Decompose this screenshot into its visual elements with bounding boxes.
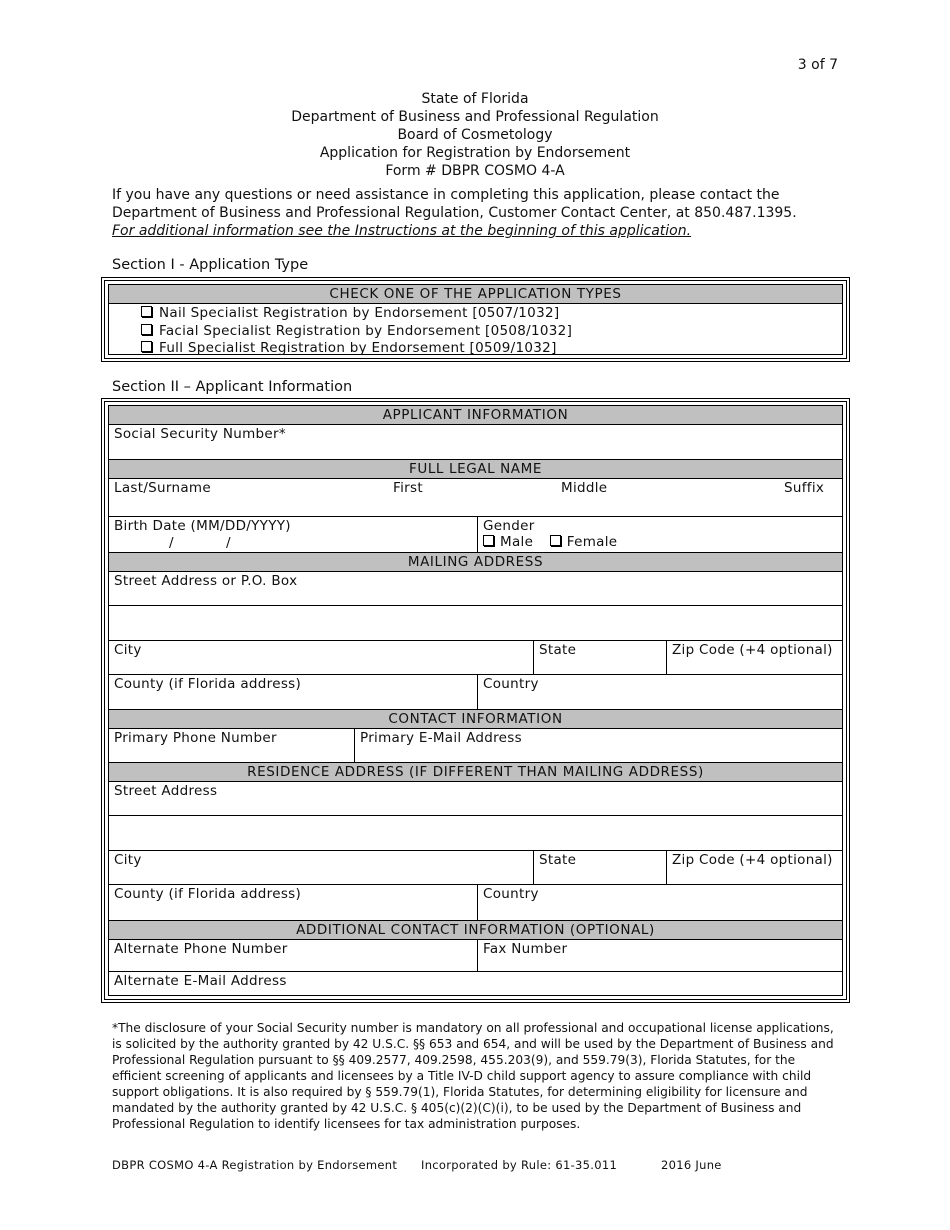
phone-label: Primary Phone Number xyxy=(114,730,277,746)
intro-text xyxy=(112,186,832,240)
mailing-country-field[interactable] xyxy=(477,675,842,709)
mailing-address-bar: MAILING ADDRESS xyxy=(109,553,842,572)
checkbox-icon[interactable] xyxy=(483,535,494,546)
full-name-field[interactable] xyxy=(109,479,842,516)
residence-city-field[interactable] xyxy=(109,851,533,884)
mailing-county-field[interactable] xyxy=(109,675,477,709)
mailing-street-row xyxy=(109,572,842,606)
residence-street-label: Street Address xyxy=(114,783,218,799)
checkbox-icon[interactable] xyxy=(141,324,152,335)
residence-county-row xyxy=(109,885,842,921)
name-row xyxy=(109,479,842,517)
intro-line-2: Department of Business and Professional Regulation, Customer Contact Center, at 850.487.1395. xyxy=(112,205,797,221)
fax-label: Fax Number xyxy=(483,941,568,957)
checkbox-icon[interactable] xyxy=(550,535,561,546)
residence-county-label: County (if Florida address) xyxy=(114,886,302,902)
alternate-phone-label: Alternate Phone Number xyxy=(114,941,288,957)
residence-street-row xyxy=(109,782,842,816)
birth-date-label: Birth Date (MM/DD/YYYY) xyxy=(114,518,291,534)
application-type-box xyxy=(101,277,850,362)
form-header xyxy=(0,90,950,180)
instructions-note: For additional information see the Instructions at the beginning of this application. xyxy=(112,223,692,239)
fax-number-field[interactable] xyxy=(477,940,842,971)
gender-field xyxy=(477,517,842,552)
application-type-bar: CHECK ONE OF THE APPLICATION TYPES xyxy=(109,285,842,304)
residence-country-field[interactable] xyxy=(477,885,842,920)
applicant-information-bar: APPLICANT INFORMATION xyxy=(109,406,842,425)
option-nail-specialist[interactable] xyxy=(109,305,842,323)
county-label: County (if Florida address) xyxy=(114,676,302,692)
birth-date-separator: / xyxy=(169,535,174,551)
mailing-street-line-2[interactable] xyxy=(109,606,842,641)
additional-contact-bar: ADDITIONAL CONTACT INFORMATION (OPTIONAL) xyxy=(109,921,842,940)
header-form-number: Form # DBPR COSMO 4-A xyxy=(385,163,565,179)
alternate-email-label: Alternate E-Mail Address xyxy=(114,973,287,989)
email-label: Primary E-Mail Address xyxy=(360,730,522,746)
residence-county-field[interactable] xyxy=(109,885,477,920)
ssn-label: Social Security Number* xyxy=(114,426,286,442)
alternate-phone-field[interactable] xyxy=(109,940,477,971)
residence-zip-field[interactable] xyxy=(666,851,842,884)
gender-male-option[interactable] xyxy=(483,534,533,550)
residence-state-field[interactable] xyxy=(533,851,666,884)
contact-information-bar: CONTACT INFORMATION xyxy=(109,710,842,729)
option-facial-specialist[interactable] xyxy=(109,323,842,341)
residence-street-field[interactable] xyxy=(109,782,842,815)
primary-phone-field[interactable] xyxy=(109,729,354,762)
checkbox-icon[interactable] xyxy=(141,306,152,317)
gender-female-option[interactable] xyxy=(550,534,618,550)
mailing-city-field[interactable] xyxy=(109,641,533,674)
state-label: State xyxy=(539,642,577,658)
mailing-state-field[interactable] xyxy=(533,641,666,674)
ssn-disclosure-footnote: *The disclosure of your Social Security number is mandatory on all professional and occupational license applications, is solicited by the authority granted by 42 U.S.C. §§ 653 and 654, and will be used by the Department of Business and Professional Regulation pursuant to §§ 409.2577, 409.2598, 455.203(9), and 559.79(3), Florida Statutes, for the efficient screening of applicants and licensees by a Title IV-D child support agency to assure compliance with child support obligations. It is also required by § 559.79(1), Florida Statutes, for determining eligibility for licensure and mandated by the authority granted by 42 U.S.C. § 405(c)(2)(C)(i), to be used by the Department of Business and Professional Regulation to identify licensees for tax administration purposes. xyxy=(112,1021,834,1131)
option-label: Full Specialist Registration by Endorsement [0509/1032] xyxy=(159,340,557,356)
residence-address-bar: RESIDENCE ADDRESS (IF DIFFERENT THAN MAILING ADDRESS) xyxy=(109,763,842,782)
intro-line-1: If you have any questions or need assistance in completing this application, please contact the xyxy=(112,187,780,203)
section-2-title: Section II – Applicant Information xyxy=(112,379,353,395)
primary-email-field[interactable] xyxy=(354,729,842,762)
residence-street-line-2[interactable] xyxy=(109,816,842,851)
residence-city-label: City xyxy=(114,852,142,868)
birth-gender-row xyxy=(109,517,842,553)
footer-rule: Incorporated by Rule: 61-35.011 xyxy=(421,1158,618,1172)
page-number: 3 of 7 xyxy=(797,57,838,73)
female-label: Female xyxy=(566,534,618,550)
contact-row xyxy=(109,729,842,763)
zip-label: Zip Code (+4 optional) xyxy=(672,642,833,658)
mailing-zip-field[interactable] xyxy=(666,641,842,674)
residence-city-row xyxy=(109,851,842,885)
last-name-label: Last/Surname xyxy=(114,480,211,496)
header-state: State of Florida xyxy=(421,91,529,107)
country-label: Country xyxy=(483,676,539,692)
residence-zip-label: Zip Code (+4 optional) xyxy=(672,852,833,868)
footer-date: 2016 June xyxy=(661,1158,722,1172)
option-full-specialist[interactable] xyxy=(109,340,842,358)
footer-form-name: DBPR COSMO 4-A Registration by Endorsement xyxy=(112,1158,398,1172)
male-label: Male xyxy=(500,534,534,550)
mailing-city-row xyxy=(109,641,842,675)
checkbox-icon[interactable] xyxy=(141,341,152,352)
alternate-email-row xyxy=(109,972,842,1004)
header-board: Board of Cosmetology xyxy=(397,127,553,143)
ssn-field[interactable] xyxy=(109,425,842,459)
header-application-title: Application for Registration by Endorsement xyxy=(319,145,631,161)
city-label: City xyxy=(114,642,142,658)
option-label: Facial Specialist Registration by Endorsement [0508/1032] xyxy=(159,322,573,339)
first-name-label: First xyxy=(393,480,423,496)
residence-country-label: Country xyxy=(483,886,539,902)
ssn-row xyxy=(109,425,842,460)
birth-date-field[interactable] xyxy=(109,517,477,552)
mailing-street-field[interactable] xyxy=(109,572,842,605)
section-1-title: Section I - Application Type xyxy=(112,257,309,273)
birth-date-separator: / xyxy=(226,535,231,551)
alternate-contact-row xyxy=(109,940,842,972)
applicant-information-box xyxy=(101,398,850,1003)
gender-label: Gender xyxy=(483,518,535,534)
mailing-county-row xyxy=(109,675,842,710)
suffix-label: Suffix xyxy=(784,480,825,496)
alternate-email-field[interactable] xyxy=(109,972,842,1004)
street-label: Street Address or P.O. Box xyxy=(114,573,298,589)
full-legal-name-bar: FULL LEGAL NAME xyxy=(109,460,842,479)
middle-name-label: Middle xyxy=(561,480,608,496)
option-label: Nail Specialist Registration by Endorsement [0507/1032] xyxy=(159,305,560,321)
header-department: Department of Business and Professional Regulation xyxy=(291,109,659,125)
residence-state-label: State xyxy=(539,852,577,868)
